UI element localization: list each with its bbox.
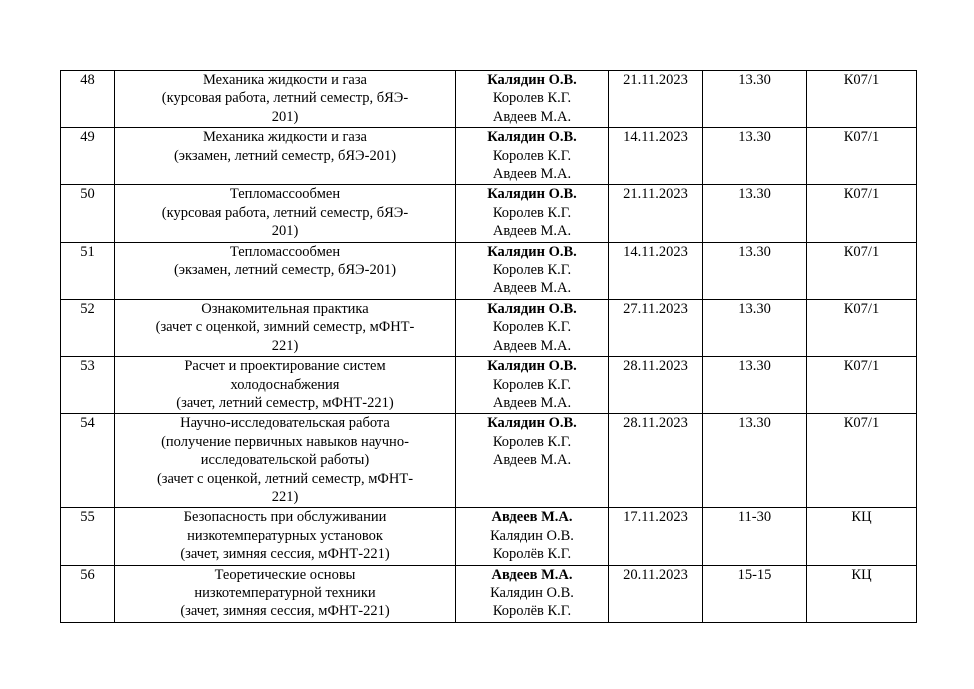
- subject-cell: [115, 71, 456, 128]
- row-number: 55: [61, 508, 115, 565]
- examiner: Калядин О.В.: [490, 584, 574, 601]
- subject-line: (зачет, зимняя сессия, мФНТ-221): [180, 603, 390, 620]
- subject-line: (курсовая работа, летний семестр, бЯЭ-: [161, 204, 409, 221]
- examiner: Королев К.Г.: [492, 262, 572, 279]
- lead-examiner: Калядин О.В.: [487, 415, 577, 432]
- subject-line: (зачет, зимняя сессия, мФНТ-221): [180, 546, 390, 563]
- room-cell: К07/1: [807, 299, 917, 356]
- examiner: Королев К.Г.: [492, 433, 572, 450]
- time-cell: 13.30: [703, 128, 807, 185]
- examiners-cell: [456, 508, 609, 565]
- table-row: [61, 185, 917, 242]
- lead-examiner: Калядин О.В.: [487, 300, 577, 317]
- subject-line: 221): [271, 488, 299, 505]
- row-number: 51: [61, 242, 115, 299]
- subject-cell: [115, 185, 456, 242]
- table-row: [61, 242, 917, 299]
- date-cell: 21.11.2023: [609, 71, 703, 128]
- subject-line: Механика жидкости и газа: [202, 129, 367, 146]
- date-cell: 14.11.2023: [609, 242, 703, 299]
- table-row: [61, 565, 917, 622]
- examiners-cell: [456, 414, 609, 508]
- lead-examiner: Калядин О.В.: [487, 358, 577, 375]
- lead-examiner: Авдеев М.А.: [491, 509, 573, 526]
- subject-cell: [115, 414, 456, 508]
- room-cell: КЦ: [807, 508, 917, 565]
- examiners-cell: [456, 185, 609, 242]
- examiner: Королёв К.Г.: [492, 603, 572, 620]
- room-cell: К07/1: [807, 242, 917, 299]
- table-row: [61, 71, 917, 128]
- lead-examiner: Калядин О.В.: [487, 186, 577, 203]
- time-cell: 13.30: [703, 185, 807, 242]
- subject-line: Тепломассообмен: [229, 243, 341, 260]
- subject-line: (экзамен, летний семестр, бЯЭ-201): [173, 262, 397, 279]
- subject-line: Безопасность при обслуживании: [183, 509, 387, 526]
- time-cell: 13.30: [703, 242, 807, 299]
- subject-line: Тепломассообмен: [229, 186, 341, 203]
- subject-line: (экзамен, летний семестр, бЯЭ-201): [173, 147, 397, 164]
- subject-cell: [115, 242, 456, 299]
- examiners-cell: [456, 565, 609, 622]
- row-number: 56: [61, 565, 115, 622]
- subject-cell: [115, 565, 456, 622]
- examiner: Королев К.Г.: [492, 204, 572, 221]
- subject-line: (зачет, летний семестр, мФНТ-221): [176, 394, 394, 411]
- time-cell: 15-15: [703, 565, 807, 622]
- examiner: Авдеев М.А.: [492, 166, 572, 183]
- examiners-cell: [456, 357, 609, 414]
- time-cell: 13.30: [703, 71, 807, 128]
- examiner: Авдеев М.А.: [492, 452, 572, 469]
- subject-line: Теоретические основы: [214, 566, 356, 583]
- subject-line: низкотемпературной техники: [194, 584, 376, 601]
- table-row: [61, 414, 917, 508]
- row-number: 49: [61, 128, 115, 185]
- subject-line: (получение первичных навыков научно-: [161, 433, 409, 450]
- room-cell: К07/1: [807, 414, 917, 508]
- row-number: 52: [61, 299, 115, 356]
- subject-line: (зачет с оценкой, летний семестр, мФНТ-: [156, 470, 414, 487]
- subject-line: Ознакомительная практика: [201, 300, 369, 317]
- examiner: Королев К.Г.: [492, 376, 572, 393]
- subject-line: (курсовая работа, летний семестр, бЯЭ-: [161, 90, 409, 107]
- date-cell: 17.11.2023: [609, 508, 703, 565]
- time-cell: 11-30: [703, 508, 807, 565]
- table-row: [61, 357, 917, 414]
- subject-line: Механика жидкости и газа: [202, 72, 367, 88]
- row-number: 50: [61, 185, 115, 242]
- subject-line: Расчет и проектирование систем: [184, 358, 386, 375]
- subject-line: Научно-исследовательская работа: [180, 415, 390, 432]
- examiner: Калядин О.В.: [490, 527, 574, 544]
- examiner: Авдеев М.А.: [492, 223, 572, 240]
- examiner: Королев К.Г.: [492, 319, 572, 336]
- lead-examiner: Калядин О.В.: [487, 72, 577, 88]
- examiner: Королев К.Г.: [492, 147, 572, 164]
- row-number: 53: [61, 357, 115, 414]
- room-cell: К07/1: [807, 357, 917, 414]
- schedule-body: [61, 71, 917, 623]
- date-cell: 20.11.2023: [609, 565, 703, 622]
- room-cell: К07/1: [807, 128, 917, 185]
- lead-examiner: Калядин О.В.: [487, 129, 577, 146]
- subject-line: 201): [271, 223, 299, 240]
- examiner: Авдеев М.А.: [492, 280, 572, 297]
- subject-line: низкотемпературных установок: [187, 527, 383, 544]
- time-cell: 13.30: [703, 357, 807, 414]
- examiner: Авдеев М.А.: [492, 394, 572, 411]
- table-row: [61, 128, 917, 185]
- room-cell: К07/1: [807, 185, 917, 242]
- time-cell: 13.30: [703, 414, 807, 508]
- subject-line: 201): [271, 108, 299, 125]
- subject-cell: [115, 299, 456, 356]
- examiner: Авдеев М.А.: [492, 108, 572, 125]
- room-cell: КЦ: [807, 565, 917, 622]
- date-cell: 27.11.2023: [609, 299, 703, 356]
- row-number: 54: [61, 414, 115, 508]
- date-cell: 28.11.2023: [609, 414, 703, 508]
- date-cell: 28.11.2023: [609, 357, 703, 414]
- subject-cell: [115, 357, 456, 414]
- date-cell: 14.11.2023: [609, 128, 703, 185]
- time-cell: 13.30: [703, 299, 807, 356]
- room-cell: К07/1: [807, 71, 917, 128]
- table-row: [61, 508, 917, 565]
- lead-examiner: Авдеев М.А.: [491, 566, 573, 583]
- lead-examiner: Калядин О.В.: [487, 243, 577, 260]
- subject-line: исследовательской работы): [200, 452, 370, 469]
- examiner: Королёв К.Г.: [492, 546, 572, 563]
- subject-line: холодоснабжения: [230, 376, 340, 393]
- row-number: 48: [61, 71, 115, 128]
- subject-cell: [115, 508, 456, 565]
- subject-line: 221): [271, 337, 299, 354]
- examiners-cell: [456, 242, 609, 299]
- date-cell: 21.11.2023: [609, 185, 703, 242]
- examiner: Авдеев М.А.: [492, 337, 572, 354]
- exam-schedule-table: [60, 70, 917, 623]
- examiner: Королев К.Г.: [492, 90, 572, 107]
- table-row: [61, 299, 917, 356]
- subject-cell: [115, 128, 456, 185]
- examiners-cell: [456, 71, 609, 128]
- subject-line: (зачет с оценкой, зимний семестр, мФНТ-: [155, 319, 415, 336]
- examiners-cell: [456, 128, 609, 185]
- examiners-cell: [456, 299, 609, 356]
